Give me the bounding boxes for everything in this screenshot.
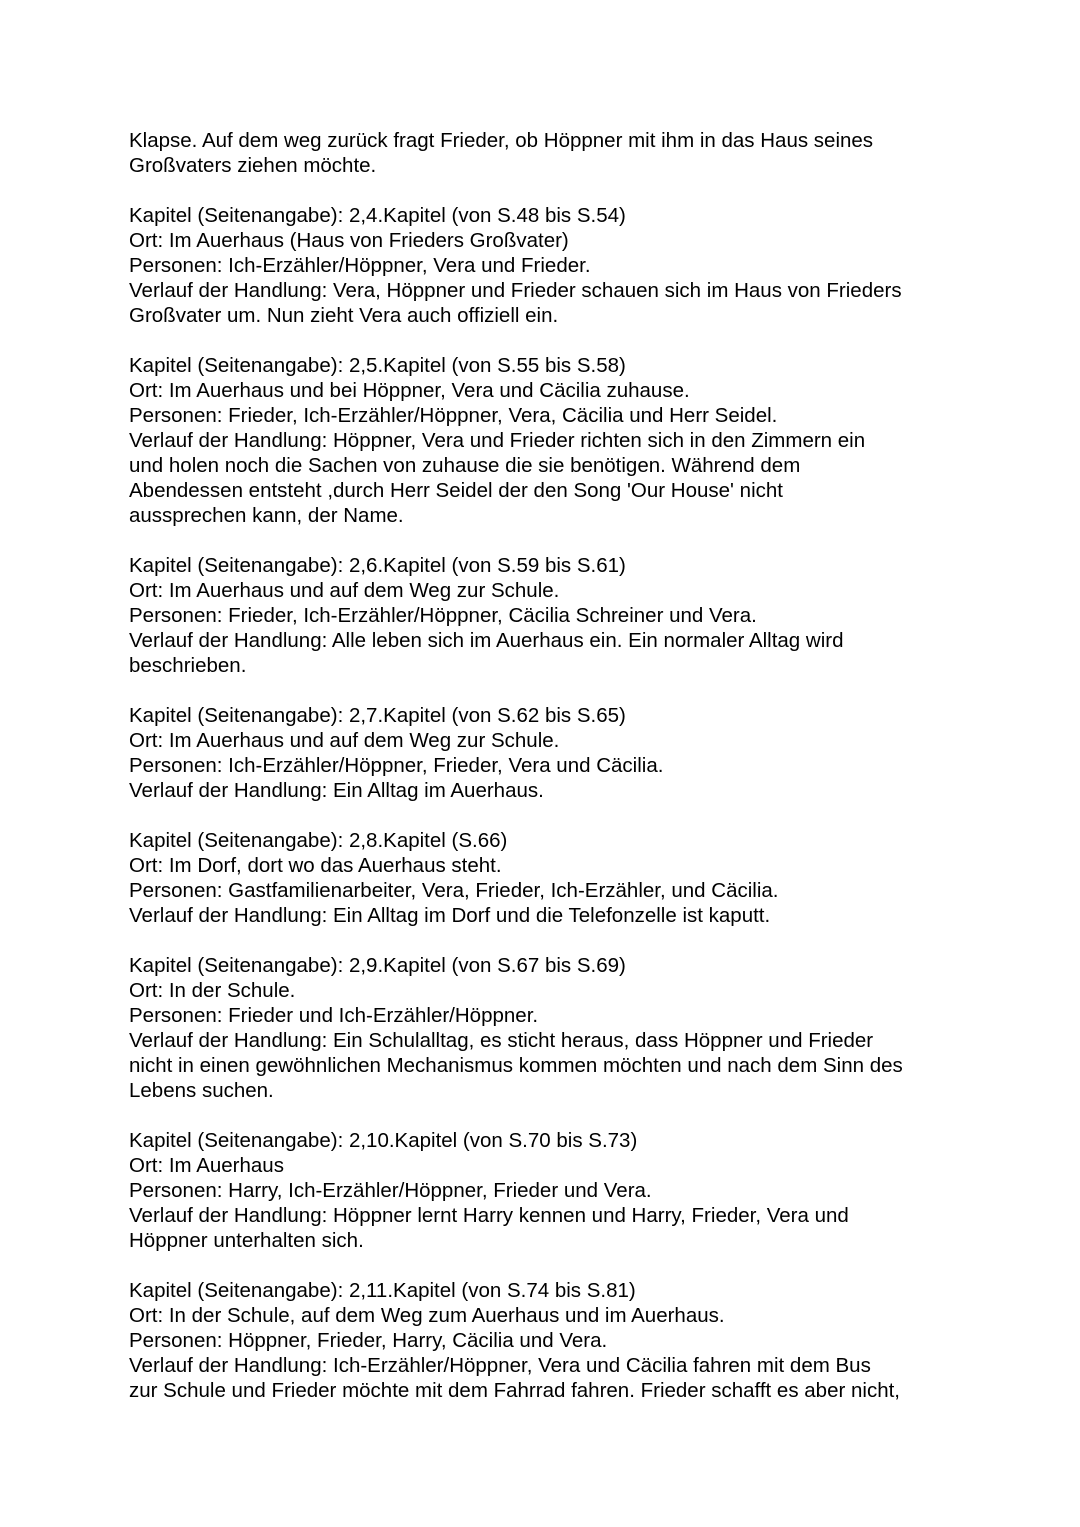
chapter-heading: Kapitel (Seitenangabe): 2,5.Kapitel (von S.55 bis S.58) [129,354,626,377]
chapter-heading: Kapitel (Seitenangabe): 2,10.Kapitel (von S.70 bis S.73) [129,1129,638,1152]
chapter-plot: Verlauf der Handlung: Höppner, Vera und Frieder richten sich in den Zimmern ein [129,429,866,452]
chapter-heading: Kapitel (Seitenangabe): 2,7.Kapitel (von S.62 bis S.65) [129,704,626,727]
chapter-location: Ort: Im Auerhaus (Haus von Frieders Großvater) [129,229,569,252]
chapter-heading: Kapitel (Seitenangabe): 2,11.Kapitel (von S.74 bis S.81) [129,1279,636,1302]
chapter-persons: Personen: Frieder, Ich-Erzähler/Höppner, Cäcilia Schreiner und Vera. [129,604,757,627]
intro-paragraph [129,128,989,178]
chapter-plot: Großvater um. Nun zieht Vera auch offiziell ein. [129,304,559,327]
chapter-persons: Personen: Frieder, Ich-Erzähler/Höppner, Vera, Cäcilia und Herr Seidel. [129,404,778,427]
chapter-persons: Personen: Frieder und Ich-Erzähler/Höppner. [129,1004,539,1027]
chapter-location: Ort: Im Auerhaus [129,1154,284,1177]
chapter-entry [129,953,989,1103]
chapter-plot: Höppner unterhalten sich. [129,1229,364,1252]
document-page [129,128,989,1403]
chapter-plot: zur Schule und Frieder möchte mit dem Fahrrad fahren. Frieder schafft es aber nicht, [129,1379,901,1402]
chapter-plot: und holen noch die Sachen von zuhause die sie benötigen. Während dem [129,454,801,477]
chapter-location: Ort: Im Auerhaus und auf dem Weg zur Schule. [129,579,560,602]
chapter-plot: Verlauf der Handlung: Alle leben sich im Auerhaus ein. Ein normaler Alltag wird [129,629,844,652]
chapter-heading: Kapitel (Seitenangabe): 2,9.Kapitel (von S.67 bis S.69) [129,954,626,977]
chapter-plot: Lebens suchen. [129,1079,274,1102]
chapter-plot: Abendessen entsteht ,durch Herr Seidel der den Song 'Our House' nicht [129,479,783,502]
chapter-persons: Personen: Ich-Erzähler/Höppner, Vera und Frieder. [129,254,591,277]
chapter-location: Ort: Im Auerhaus und auf dem Weg zur Schule. [129,729,560,752]
chapter-entry [129,203,989,328]
chapter-persons: Personen: Harry, Ich-Erzähler/Höppner, Frieder und Vera. [129,1179,652,1202]
chapter-location: Ort: In der Schule, auf dem Weg zum Auerhaus und im Auerhaus. [129,1304,725,1327]
chapter-entry [129,1278,989,1403]
chapter-heading: Kapitel (Seitenangabe): 2,6.Kapitel (von S.59 bis S.61) [129,554,626,577]
chapter-heading: Kapitel (Seitenangabe): 2,4.Kapitel (von S.48 bis S.54) [129,204,626,227]
chapter-plot: beschrieben. [129,654,247,677]
chapter-location: Ort: Im Auerhaus und bei Höppner, Vera und Cäcilia zuhause. [129,379,690,402]
chapter-entry [129,703,989,803]
chapter-entry [129,553,989,678]
chapter-plot: aussprechen kann, der Name. [129,504,404,527]
chapter-entry [129,828,989,928]
chapter-plot: nicht in einen gewöhnlichen Mechanismus kommen möchten und nach dem Sinn des [129,1054,903,1077]
chapter-persons: Personen: Gastfamilienarbeiter, Vera, Frieder, Ich-Erzähler, und Cäcilia. [129,879,779,902]
text-line: Großvaters ziehen möchte. [129,154,377,177]
text-line: Klapse. Auf dem weg zurück fragt Frieder, ob Höppner mit ihm in das Haus seines [129,129,874,152]
chapter-entry [129,1128,989,1253]
chapter-plot: Verlauf der Handlung: Ein Alltag im Dorf und die Telefonzelle ist kaputt. [129,904,771,927]
chapter-plot: Verlauf der Handlung: Ein Schulalltag, es sticht heraus, dass Höppner und Frieder [129,1029,874,1052]
chapter-heading: Kapitel (Seitenangabe): 2,8.Kapitel (S.66) [129,829,508,852]
chapter-plot: Verlauf der Handlung: Ich-Erzähler/Höppner, Vera und Cäcilia fahren mit dem Bus [129,1354,871,1377]
chapter-location: Ort: Im Dorf, dort wo das Auerhaus steht. [129,854,502,877]
chapter-persons: Personen: Ich-Erzähler/Höppner, Frieder, Vera und Cäcilia. [129,754,664,777]
chapter-plot: Verlauf der Handlung: Ein Alltag im Auerhaus. [129,779,544,802]
chapter-plot: Verlauf der Handlung: Vera, Höppner und Frieder schauen sich im Haus von Frieders [129,279,902,302]
chapter-location: Ort: In der Schule. [129,979,296,1002]
chapter-persons: Personen: Höppner, Frieder, Harry, Cäcilia und Vera. [129,1329,608,1352]
chapter-entry [129,353,989,528]
chapter-plot: Verlauf der Handlung: Höppner lernt Harry kennen und Harry, Frieder, Vera und [129,1204,849,1227]
